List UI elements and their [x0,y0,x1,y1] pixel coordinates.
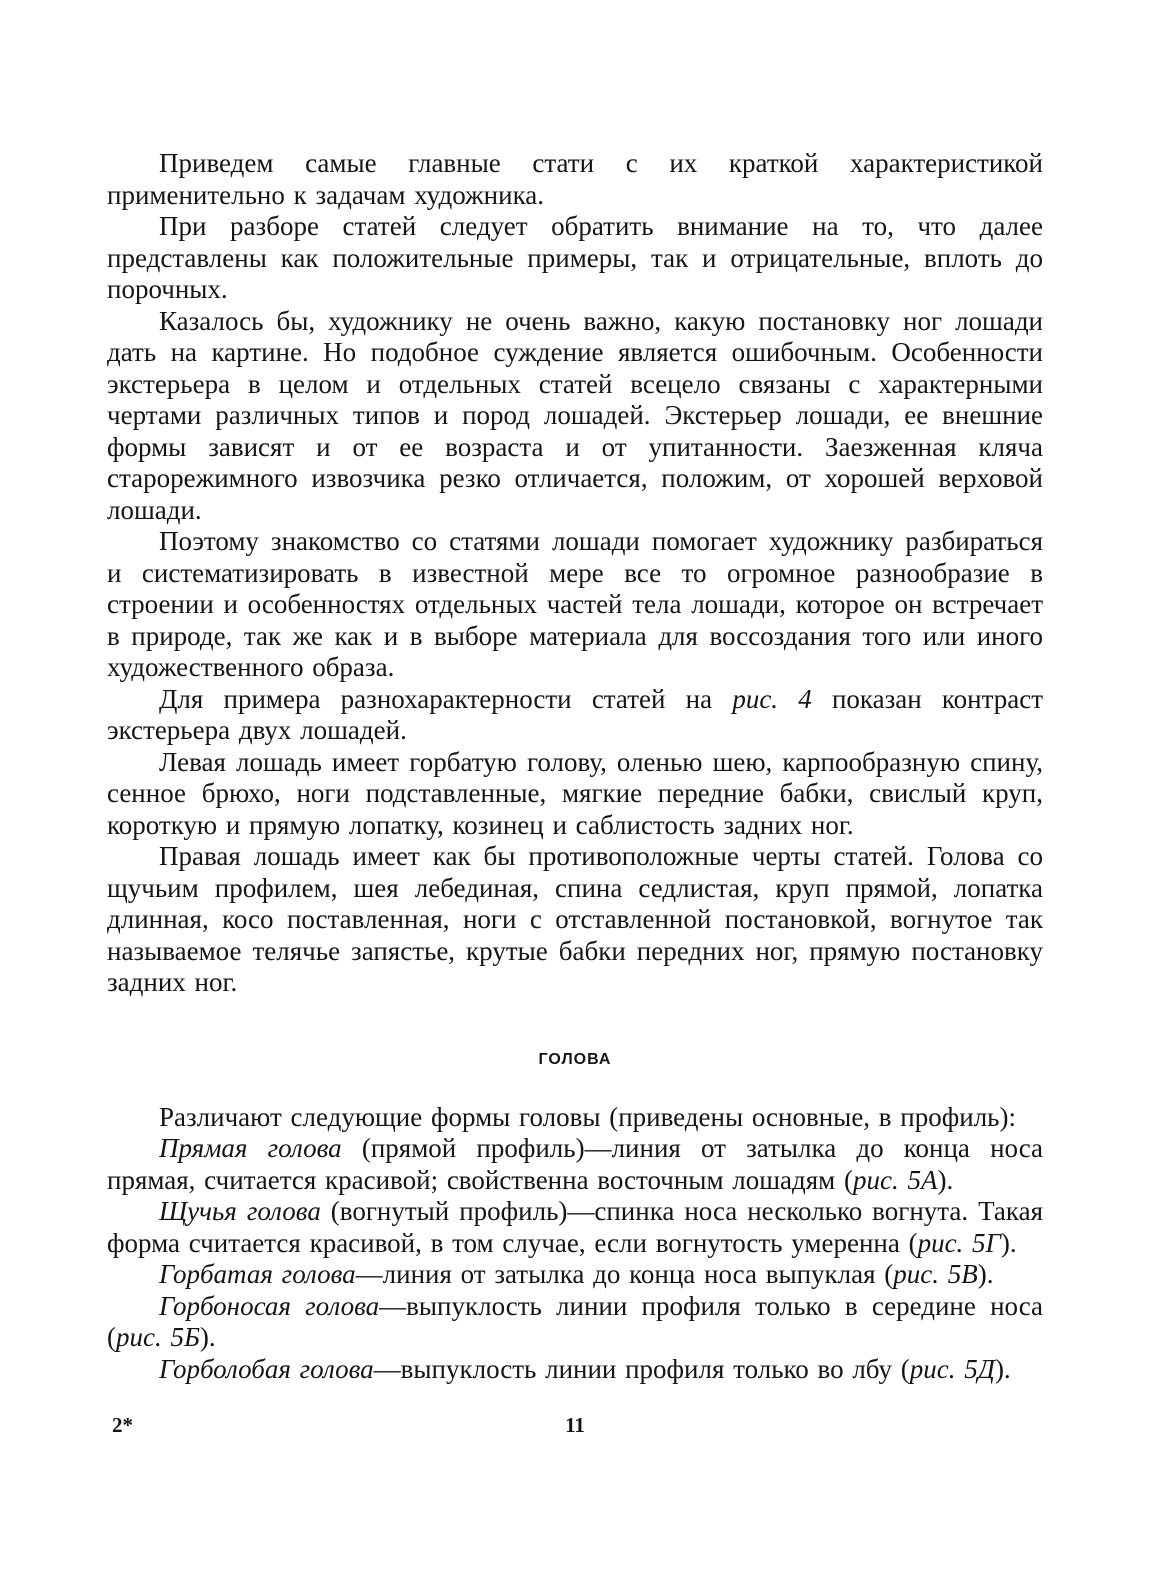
signature-mark: 2* [112,1413,133,1437]
head-form-item [107,1196,1043,1259]
term: Прямая голова [159,1133,342,1163]
paragraph: При разборе статей следует обратить внимание на то, что далее представлены как положительные примеры, так и отрицательные, вплоть до порочных. [107,211,1043,304]
term: Горбатая голова [159,1259,356,1289]
text: ). [1000,1227,1017,1258]
paragraph-figure-ref [107,684,1043,747]
figure-ref: рис. 4 [732,683,812,714]
term: Горбоносая голова [159,1290,380,1321]
page-body [107,148,1043,1385]
figure-ref: рис. 5В [893,1259,978,1289]
paragraph: Поэтому знакомство со статями лошади помогает художнику разбираться и систематизировать в известной мере все то огромное разнообразие в строении и особенностях отдельных частей тела лошади, которое он встречает в природе, так же как и в выборе материала для воссоздания того или иного художественного образа. [107,526,1043,682]
text: (прямой профиль)—линия от затылка до конца носа прямая, считается красивой; свойственна восточным лошадям ( [107,1133,1043,1195]
text: —выпуклость линии профиля только во лбу ( [373,1353,910,1384]
text: ). [937,1164,954,1195]
text: ). [199,1322,216,1352]
head-form-item [107,1259,1043,1291]
text: показан контраст экстерьера двух лошадей. [107,683,1044,745]
head-form-item [107,1354,1043,1386]
head-form-item [107,1133,1043,1196]
term: Горболобая голова [159,1353,374,1384]
paragraph: Приведем самые главные стати с их краткой характеристикой применительно к задачам художника. [107,148,1043,210]
text: (вогнутый профиль)—спинка носа несколько вогнута. Такая форма считается красивой, в том случае, если вогнутость умеренна ( [107,1196,1043,1258]
text: Для примера разнохарактерности статей на [159,683,733,714]
paragraph: Казалось бы, художнику не очень важно, какую постановку ног лошади дать на картине. Но подобное суждение является ошибочным. Особенности экстерьера в целом и отдельных статей всецело связаны с характерными чертами различных типов и пород лошадей. Экстерьер лошади, ее внешние формы зависят и от ее возраста и от упитанности. Заезженная кляча старорежимного извозчика резко отличается, положим, от хорошей верховой лошади. [107,305,1043,525]
text: —линия от затылка до конца носа выпуклая ( [355,1259,894,1289]
paragraph-right-horse: Правая лошадь имеет как бы противоположные черты статей. Голова со щучьим профилем, шея лебединая, спина седлистая, круп прямой, лопатка длинная, косо поставленная, ноги с отставленной постановкой, вогнутое так называемое телячье запястье, крутые бабки передних ног, прямую постановку задних ног. [107,841,1043,997]
figure-ref: рис. 5Б [116,1322,200,1352]
page-number: 11 [565,1413,585,1437]
figure-ref: рис. 5А [853,1164,938,1195]
text: —выпуклость линии профиля только в середине носа ( [107,1290,1044,1352]
head-form-item [107,1291,1043,1354]
figure-ref: рис. 5Г [917,1227,1001,1258]
text: ). [977,1259,994,1289]
text: ). [994,1353,1011,1384]
intro-paragraph: Различают следующие формы головы (приведены основные, в профиль): [159,1101,1016,1132]
term: Щучья голова [159,1196,321,1226]
section-head-forms [107,1102,1043,1386]
page-footer [107,1413,1043,1443]
section-heading: ГОЛОВА [538,1050,612,1068]
figure-ref: рис. 5Д [909,1353,995,1384]
paragraph-left-horse: Левая лошадь имеет горбатую голову, оленью шею, карпообразную спину, сенное брюхо, ноги подставленные, мягкие передние бабки, свислый круп, короткую и прямую лопатку, козинец и саблистость задних ног. [107,746,1043,840]
